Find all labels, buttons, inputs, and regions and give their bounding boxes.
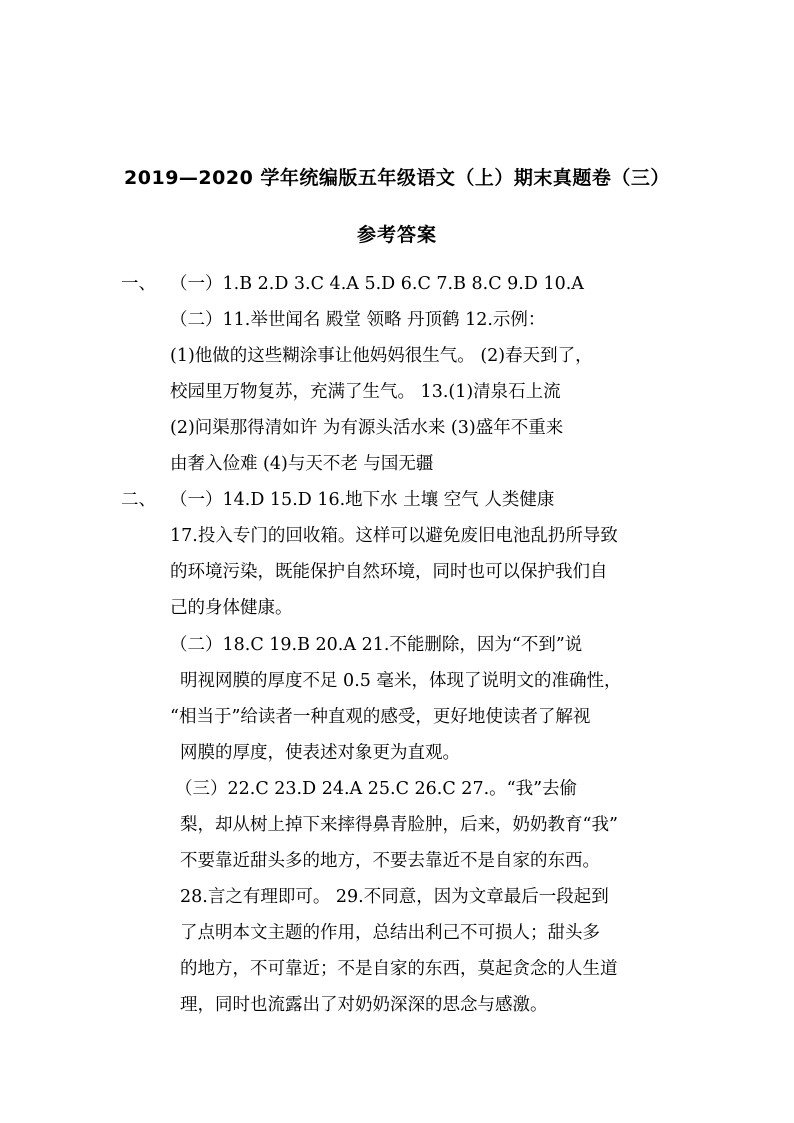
section-label-2: 二、 bbox=[121, 490, 156, 510]
answer-line: 了点明本文主题的作用，总结出利己不可损人；甜头多 bbox=[180, 923, 600, 943]
answer-line: （三）22.C 23.D 24.A 25.C 26.C 27.。“我”去偷 bbox=[175, 779, 578, 799]
answer-line: （一）14.D 15.D 16.地下水 土壤 空气 人类健康 bbox=[170, 490, 555, 510]
answer-line: 的地方，不可靠近；不是自家的东西，莫起贪念的人生道 bbox=[180, 959, 618, 979]
answer-line: 17.投入专门的回收箱。这样可以避免废旧电池乱扔所导致 bbox=[170, 526, 618, 546]
answer-line: 理，同时也流露出了对奶奶深深的思念与感激。 bbox=[180, 995, 548, 1015]
document-subtitle: 参考答案 bbox=[356, 224, 437, 246]
answer-line: （二）18.C 19.B 20.A 21.不能删除，因为“不到”说 bbox=[170, 635, 583, 655]
answer-line: 己的身体健康。 bbox=[170, 598, 293, 618]
answer-line: 网膜的厚度，使表述对象更为直观。 bbox=[180, 743, 460, 763]
answer-line: 不要靠近甜头多的地方，不要去靠近不是自家的东西。 bbox=[180, 851, 600, 871]
answer-line: (2)问渠那得清如许 为有源头活水来 (3)盛年不重来 bbox=[170, 418, 564, 438]
answer-line: “相当于”给读者一种直观的感受，更好地使读者了解视 bbox=[170, 707, 591, 727]
answer-line: 28.言之有理即可。 29.不同意，因为文章最后一段起到 bbox=[180, 887, 609, 907]
document-title: 2019—2020 学年统编版五年级语文（上）期末真题卷（三） bbox=[124, 167, 670, 189]
answer-line: 的环境污染，既能保护自然环境，同时也可以保护我们自 bbox=[170, 562, 608, 582]
answer-line: （二）11.举世闻名 殿堂 领略 丹顶鹤 12.示例： bbox=[170, 310, 546, 330]
answer-line: 由奢入俭难 (4)与天不老 与国无疆 bbox=[170, 454, 434, 474]
section-label-1: 一、 bbox=[121, 274, 156, 294]
answer-line: 校园里万物复苏，充满了生气。 13.(1)清泉石上流 bbox=[170, 382, 561, 402]
answer-line: (1)他做的这些糊涂事让他妈妈很生气。 (2)春天到了， bbox=[170, 346, 593, 366]
answer-line: （一）1.B 2.D 3.C 4.A 5.D 6.C 7.B 8.C 9.D 10.A bbox=[170, 274, 584, 294]
answer-line: 梨，却从树上掉下来摔得鼻青脸肿，后来，奶奶教育“我” bbox=[180, 815, 618, 835]
answer-line: 明视网膜的厚度不足 0.5 毫米，体现了说明文的准确性， bbox=[180, 671, 622, 691]
